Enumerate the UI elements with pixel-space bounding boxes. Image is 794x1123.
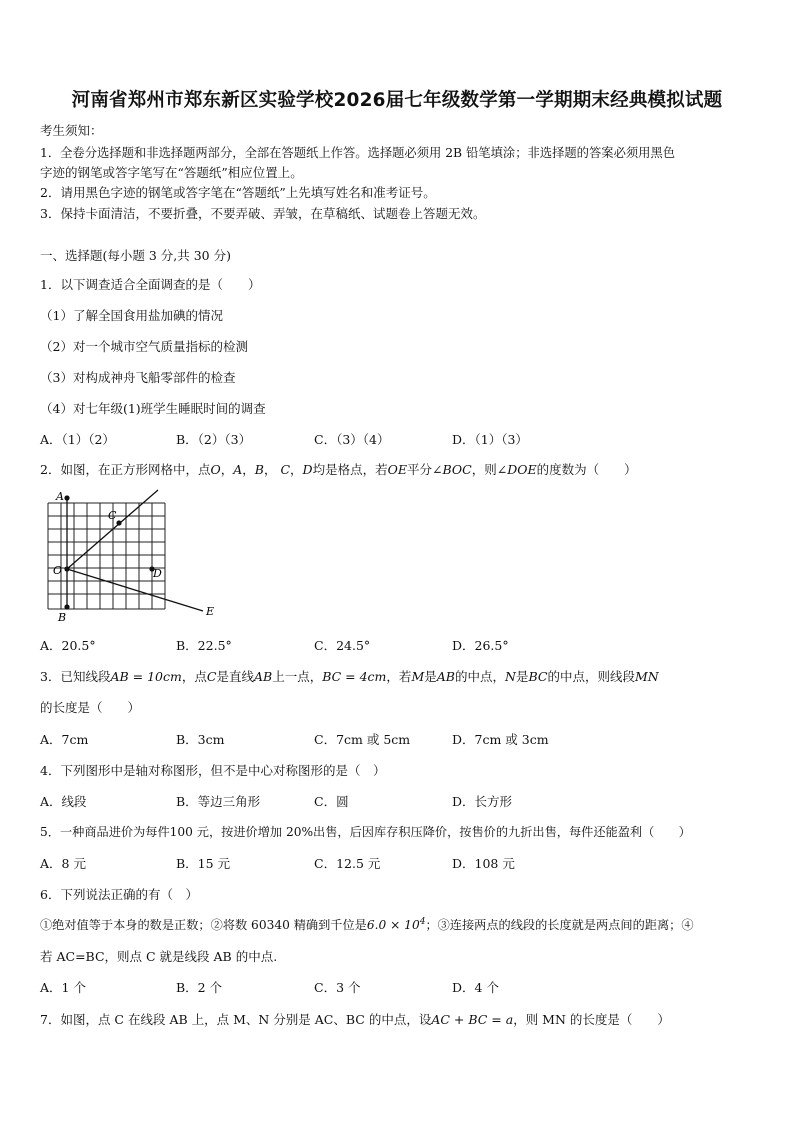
label-b: B	[58, 611, 67, 624]
q2-option-b: B．22.5°	[176, 638, 232, 653]
label-o: O	[53, 564, 63, 577]
q1-item-3: （3）对构成神舟飞船零部件的检查	[40, 370, 236, 385]
label-c: C	[108, 509, 117, 522]
q7-stem: 7．如图，点 C 在线段 AB 上，点 M、N 分别是 AC、BC 的中点，设AC + BC = a，则 MN 的长度是（ ）	[40, 1012, 670, 1027]
point-b	[64, 604, 69, 609]
q3-option-c: C．7cm 或 5cm	[314, 732, 411, 747]
q1-option-d: D．（1）（3）	[452, 432, 528, 447]
q6-option-b: B．2 个	[176, 980, 223, 995]
q4-option-b: B．等边三角形	[176, 794, 261, 809]
q4-stem: 4．下列图形中是轴对称图形，但不是中心对称图形的是（ ）	[40, 763, 386, 778]
q5-option-d: D．108 元	[452, 856, 515, 871]
q6-option-d: D．4 个	[452, 980, 499, 995]
q1-item-4: （4）对七年级(1)班学生睡眠时间的调查	[40, 401, 266, 416]
q4-option-d: D．长方形	[452, 794, 513, 809]
notice-item-2: 2．请用黑色字迹的钢笔或答字笔在“答题纸”上先填写姓名和准考证号。	[40, 185, 436, 200]
point-a	[64, 495, 69, 500]
q3-option-d: D．7cm 或 3cm	[452, 732, 549, 747]
q1-option-c: C．（3）（4）	[314, 432, 390, 447]
q6-stem: 6．下列说法正确的有（ ）	[40, 887, 198, 902]
grid-lines	[48, 503, 165, 609]
q1-item-1: （1）了解全国食用盐加碘的情况	[40, 308, 223, 323]
label-a: A	[56, 490, 64, 503]
q5-option-b: B．15 元	[176, 856, 231, 871]
q2-option-d: D．26.5°	[452, 638, 509, 653]
q1-item-2: （2）对一个城市空气质量指标的检测	[40, 339, 248, 354]
notice-heading: 考生须知：	[40, 123, 103, 138]
q3-option-a: A．7cm	[40, 732, 89, 747]
q3-option-b: B．3cm	[176, 732, 225, 747]
q2-option-a: A．20.5°	[40, 638, 96, 653]
q1-stem: 1．以下调查适合全面调查的是（ ）	[40, 277, 261, 292]
point-o	[64, 566, 69, 571]
q6-option-c: C．3 个	[314, 980, 361, 995]
q5-option-c: C．12.5 元	[314, 856, 381, 871]
notice-item-1-cont: 字迹的钢笔或答字笔写在“答题纸”相应位置上。	[40, 165, 303, 180]
label-d: D	[153, 567, 162, 580]
q6-option-a: A．1 个	[40, 980, 86, 995]
point-c	[116, 520, 121, 525]
label-e: E	[206, 605, 215, 618]
q4-option-a: A．线段	[40, 794, 87, 809]
q4-option-c: C．圆	[314, 794, 349, 809]
q6-statements: ①绝对值等于本身的数是正数；②将数 60340 精确到千位是$6.0 \times 10^4$；③连接两点的线段的长度就是两点间的距离；④	[40, 916, 694, 932]
q6-statements-cont: 若 AC=BC，则点 C 就是线段 AB 的中点.	[40, 949, 278, 964]
q5-option-a: A．8 元	[40, 856, 86, 871]
page-title: 河南省郑州市郑东新区实验学校2026届七年级数学第一学期期末经典模拟试题	[71, 90, 723, 111]
section-heading: 一、选择题(每小题 3 分,共 30 分)	[40, 248, 231, 263]
notice-item-1: 1．全卷分选择题和非选择题两部分，全部在答题纸上作答。选择题必须用 2B 铅笔填涂；非选择题的答案必须用黑色	[40, 146, 676, 160]
q3-stem: 3．已知线段AB = 10cm，点C是直线AB上一点，BC = 4cm，若M是AB的中点，N是BC的中点，则线段MN	[40, 669, 659, 684]
q2-option-c: C．24.5°	[314, 638, 371, 653]
q2-stem: 2．如图，在正方形网格中，点O，A，B， C，D均是格点，若OE平分∠BOC，则∠DOE的度数为（ ）	[40, 462, 637, 477]
q2-grid-figure	[40, 485, 240, 625]
q5-stem: 5．一种商品进价为每件100 元，按进价增加 20%出售，后因库存积压降价，按售价的九折出售，每件还能盈利（ ）	[40, 825, 691, 839]
notice-item-3: 3．保持卡面清洁，不要折叠，不要弄破、弄皱，在草稿纸、试题卷上答题无效。	[40, 206, 486, 221]
q1-option-b: B．（2）（3）	[176, 432, 252, 447]
q1-option-a: A．（1）（2）	[40, 432, 115, 447]
q3-stem-cont: 的长度是（ ）	[40, 700, 141, 715]
